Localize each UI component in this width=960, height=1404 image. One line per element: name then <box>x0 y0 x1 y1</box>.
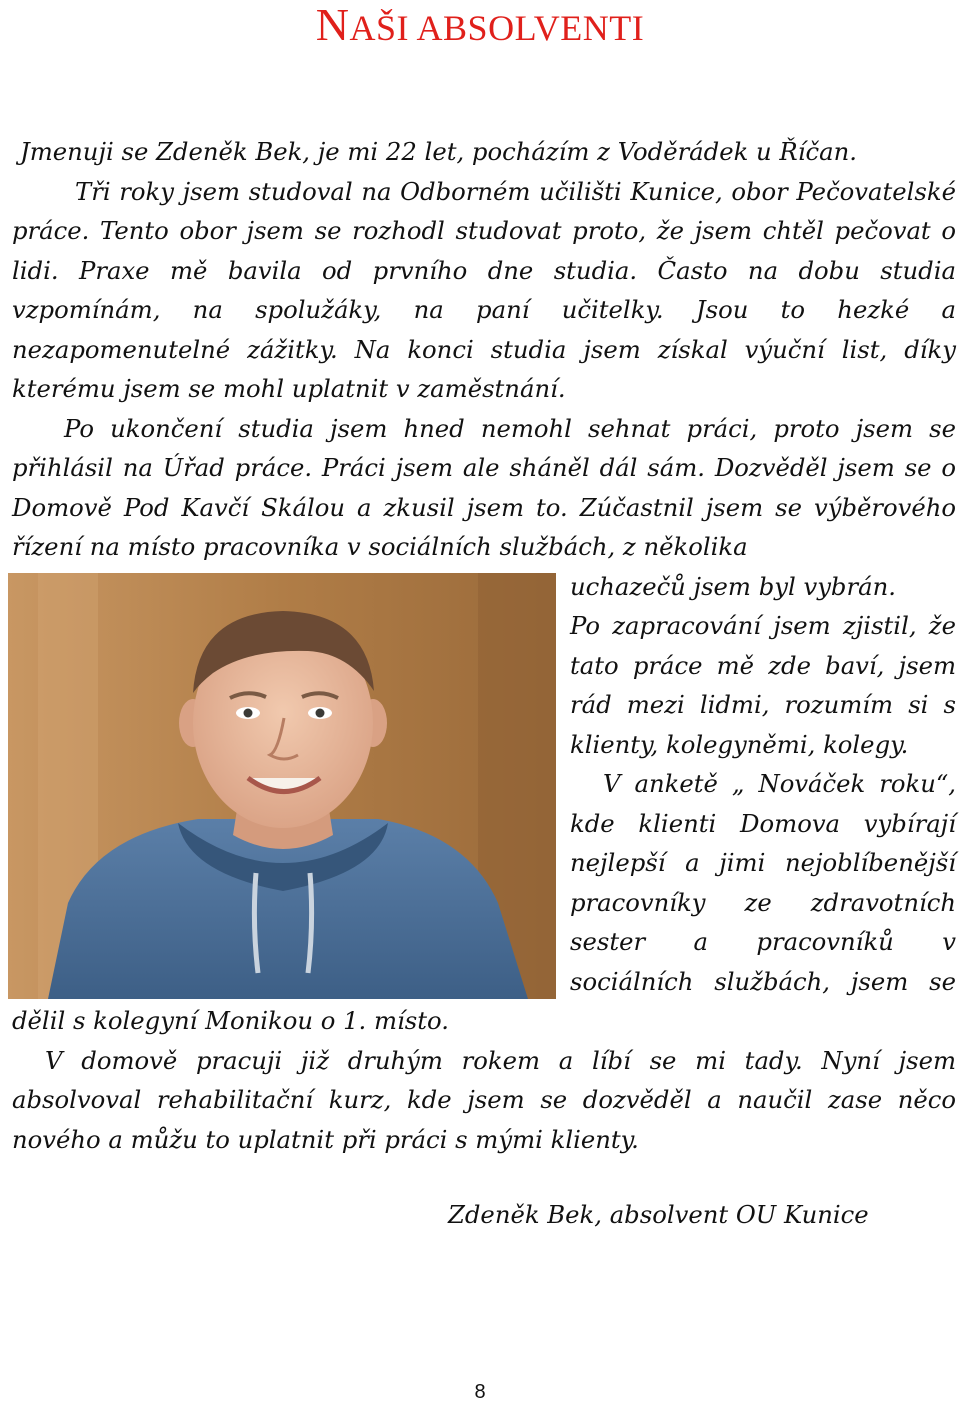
job-search-paragraph: Po ukončení studia jsem hned nemohl sehnat práci, proto jsem se přihlásil na Úřad práce. Práci jsem ale sháněl dál sám. Dozvěděl jsem se o Domově Pod Kavčí Skálou a zkusil jsem to. Zúčastnil jsem se výběrového řízení na místo pracovníka v sociálních službách, z několika <box>12 413 956 561</box>
title-initial: N <box>315 0 350 50</box>
portrait-photo <box>8 573 556 999</box>
selection-line: uchazečů jsem byl vybrán. <box>570 571 896 601</box>
closing-paragraph: V domově pracuji již druhým rokem a líbí se mi tady. Nyní jsem absolvoval rehabilitační kurz, kde jsem se dozvěděl a naučil zase něco nového a můžu to uplatnit při práci s mými klienty. <box>12 1045 956 1154</box>
page-title <box>0 2 960 51</box>
study-paragraph: Tři roky jsem studoval na Odborném učilišti Kunice, obor Pečovatelské práce. Tento obor jsem se rozhodl studovat proto, že jsem chtěl pečovat o lidi. Praxe mě bavila od prvního dne studia. Často na dobu studia vzpomínám, na spolužáky, na paní učitelky. Jsou to hezké a nezapomenutelné zážitky. Na konci studia jsem získal výuční list, díky kterému jsem se mohl uplatnit v zaměstnání. <box>12 176 956 403</box>
work-paragraph: Po zapracování jsem zjistil, že tato práce mě zde baví, jsem rád mezi lidmi, rozumím si s klienty, kolegyněmi, kolegy. <box>570 611 956 759</box>
page-number: 8 <box>474 1381 486 1403</box>
article-body <box>12 132 956 1159</box>
intro-paragraph: Jmenuji se Zdeněk Bek, je mi 22 let, pocházím z Voděrádek u Říčan. <box>20 137 857 166</box>
survey-paragraph: V anketě „ Nováček roku“, kde klienti Domova vybírají nejlepší a jimi nejoblíbenější pracovníky ze zdravotních sester a pracovníků v sociálních službách, jsem se dělil s kolegyní Monikou o 1. místo. <box>12 769 956 1035</box>
portrait-illustration <box>8 573 556 999</box>
title-rest: AŠI ABSOLVENTI <box>349 8 645 48</box>
signature: Zdeněk Bek, absolvent OU Kunice <box>448 1200 869 1229</box>
